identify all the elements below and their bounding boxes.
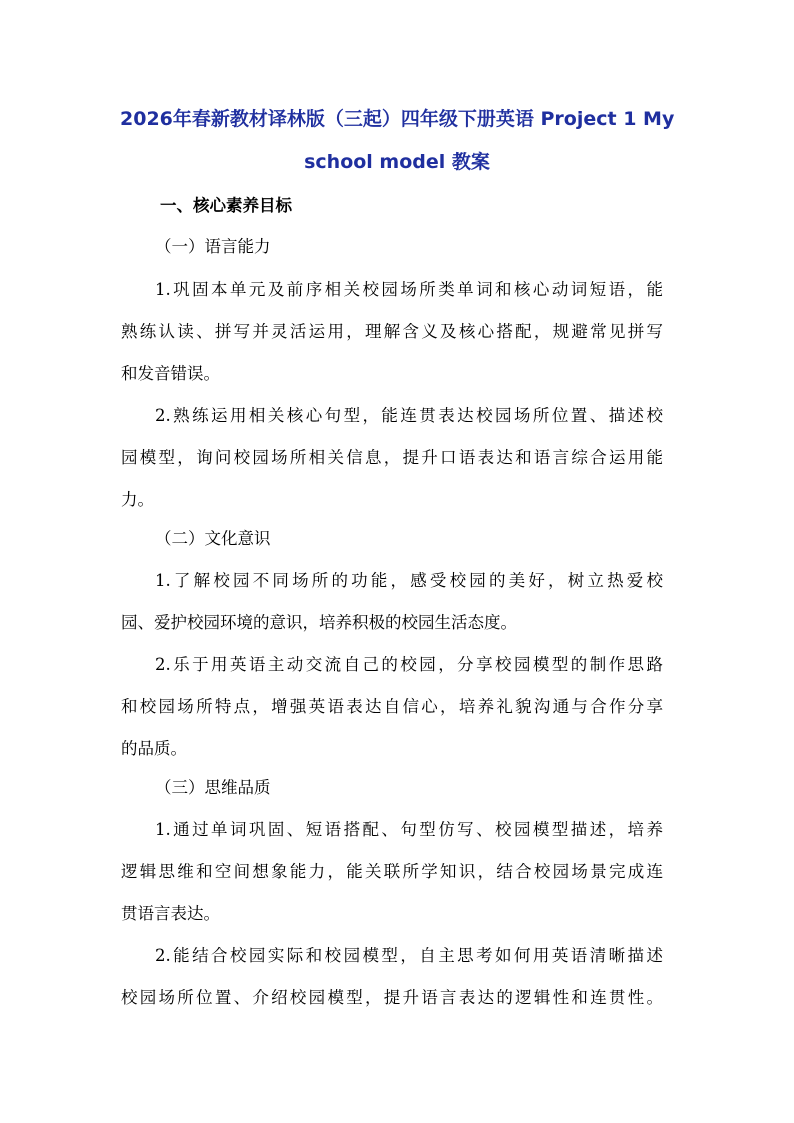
paragraph-line: 园模型，询问校园场所相关信息，提升口语表达和语言综合运用能 [121,448,663,467]
document-title-line-1: 2026年春新教材译林版（三起）四年级下册英语 Project 1 My [120,108,675,130]
paragraph-line: 逻辑思维和空间想象能力，能关联所学知识，结合校园场景完成连 [121,862,663,881]
paragraph-line: 熟练认读、拼写并灵活运用，理解含义及核心搭配，规避常见拼写 [121,322,663,341]
subsection-heading-thinking: （三）思维品质 [155,778,271,797]
subsection-heading-language: （一）语言能力 [155,237,271,256]
paragraph-line: 1.了解校园不同场所的功能，感受校园的美好，树立热爱校 [155,571,663,590]
paragraph-line: 园、爱护校园环境的意识，培养积极的校园生活态度。 [121,613,517,632]
section-heading-core-goals: 一、核心素养目标 [160,196,292,215]
paragraph-line: 的品质。 [121,739,187,758]
paragraph-line: 1.通过单词巩固、短语搭配、句型仿写、校园模型描述，培养 [155,820,663,839]
paragraph-line: 和发音错误。 [121,364,220,383]
subsection-heading-culture: （二）文化意识 [155,529,271,548]
paragraph-line: 贯语言表达。 [121,904,220,923]
paragraph-line: 2.熟练运用相关核心句型，能连贯表达校园场所位置、描述校 [155,406,663,425]
paragraph-line: 和校园场所特点，增强英语表达自信心，培养礼貌沟通与合作分享 [121,697,663,716]
paragraph-line: 2.乐于用英语主动交流自己的校园，分享校园模型的制作思路 [155,655,663,674]
document-title-line-2: school model 教案 [304,151,490,173]
paragraph-line: 校园场所位置、介绍校园模型，提升语言表达的逻辑性和连贯性。 [121,988,663,1007]
paragraph-line: 1.巩固本单元及前序相关校园场所类单词和核心动词短语，能 [155,280,663,299]
paragraph-line: 2.能结合校园实际和校园模型，自主思考如何用英语清晰描述 [155,946,663,965]
paragraph-line: 力。 [121,490,154,509]
